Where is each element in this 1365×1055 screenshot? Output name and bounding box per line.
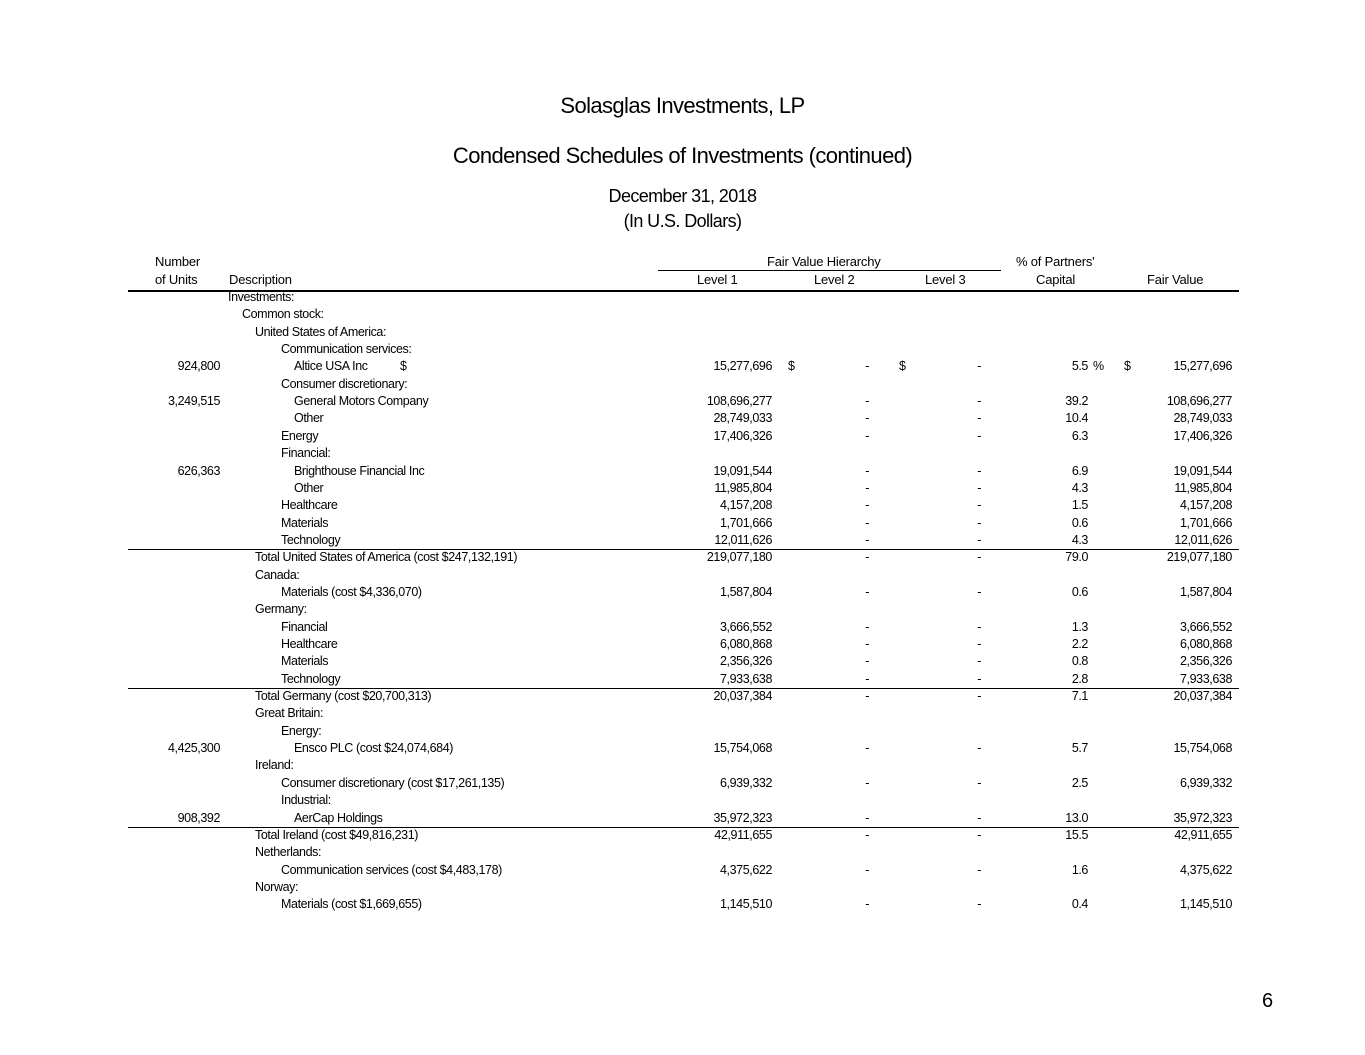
level1-cell: 12,011,626	[714, 532, 772, 547]
table-row	[128, 428, 1239, 445]
level3-cell: -	[977, 532, 981, 547]
description-cell: Brighthouse Financial Inc	[294, 463, 425, 478]
level3-cell: -	[977, 862, 981, 877]
description-cell: Ensco PLC (cost $24,074,684)	[294, 741, 454, 756]
schedule-title: Condensed Schedules of Investments (continued)	[452, 143, 913, 168]
level2-cell: -	[865, 359, 869, 374]
table-row	[128, 775, 1239, 792]
description-cell: Canada:	[255, 567, 300, 582]
fair-value-cell: 6,080,868	[1179, 637, 1232, 651]
table-row	[128, 862, 1239, 879]
table-row	[128, 879, 1239, 896]
table-row	[128, 688, 1239, 705]
col-header-level2: Level 2	[814, 272, 855, 287]
level3-cell: -	[977, 411, 981, 426]
level2-cell: -	[865, 463, 869, 478]
pct-capital-cell: 1.3	[1071, 619, 1088, 634]
pct-capital-cell: 4.3	[1071, 480, 1088, 495]
pct-capital-cell: 1.5	[1071, 498, 1088, 513]
report-date: December 31, 2018	[608, 186, 757, 206]
table-row	[128, 393, 1239, 410]
description-cell: Consumer discretionary:	[281, 376, 408, 391]
level2-cell: -	[865, 394, 869, 409]
pct-capital-cell: 2.5	[1071, 775, 1088, 790]
pct-capital-cell: 15.5	[1065, 827, 1088, 842]
description-cell: Energy	[281, 428, 319, 443]
level2-cell: -	[865, 897, 869, 912]
fair-value-cell: 2,356,326	[1179, 654, 1232, 669]
table-row	[128, 306, 1239, 323]
description-cell: Netherlands:	[255, 845, 322, 860]
level2-cell: -	[865, 810, 869, 825]
level1-cell: 6,080,868	[719, 637, 772, 651]
table-row	[128, 705, 1239, 722]
level3-cell: -	[977, 689, 981, 704]
level3-cell: -	[977, 550, 981, 565]
table-row	[128, 567, 1239, 584]
company-name: Solasglas Investments, LP	[560, 93, 805, 118]
level3-cell: -	[977, 498, 981, 513]
table-row	[128, 653, 1239, 670]
pct-capital-cell: 0.6	[1071, 515, 1088, 530]
description-cell: Healthcare	[281, 498, 338, 513]
pct-capital-cell: 6.3	[1071, 428, 1088, 443]
description-cell: Communication services:	[281, 342, 412, 357]
fair-value-cell: 1,701,666	[1179, 515, 1232, 530]
level2-cell: -	[865, 689, 869, 704]
table-row	[128, 532, 1239, 550]
description-cell: Materials (cost $1,669,655)	[281, 897, 422, 912]
table-row	[128, 376, 1239, 393]
description-cell: AerCap Holdings	[294, 810, 383, 825]
level2-cell: -	[865, 775, 869, 790]
table-row	[128, 810, 1239, 828]
pct-capital-cell: 2.2	[1071, 637, 1088, 651]
level2-cell: -	[865, 862, 869, 877]
fair-value-cell: 219,077,180	[1166, 550, 1232, 565]
pct-capital-cell: 6.9	[1071, 463, 1088, 478]
pct-capital-cell: 1.6	[1071, 862, 1088, 877]
table-row	[128, 324, 1239, 341]
table-row	[128, 463, 1239, 480]
description-cell: Financial:	[281, 446, 331, 461]
col-header-fair-value-hierarchy: Fair Value Hierarchy	[767, 254, 881, 269]
table-row	[128, 515, 1239, 532]
fair-value-cell: 4,375,622	[1179, 862, 1232, 877]
fair-value-cell: 108,696,277	[1166, 394, 1232, 409]
description-cell: Norway:	[255, 879, 299, 894]
level2-cell: -	[865, 741, 869, 756]
table-row	[128, 671, 1239, 689]
level1-cell: 2,356,326	[719, 654, 772, 669]
level1-cell: 219,077,180	[706, 550, 772, 565]
description-cell: Ireland:	[255, 758, 294, 773]
level1-cell: 15,754,068	[713, 741, 772, 756]
description-cell: Materials (cost $4,336,070)	[281, 584, 422, 599]
units-cell: 4,425,300	[167, 741, 220, 756]
level3-cell: -	[977, 827, 981, 842]
description-cell: Consumer discretionary (cost $17,261,135)	[281, 775, 505, 790]
table-row	[128, 601, 1239, 618]
level1-cell: 4,375,622	[719, 862, 772, 877]
table-row	[128, 549, 1239, 566]
units-cell: 3,249,515	[167, 394, 220, 409]
level1-cell: 11,985,804	[714, 480, 772, 495]
fair-value-cell: 4,157,208	[1179, 498, 1232, 513]
units-cell: 908,392	[177, 810, 220, 825]
level2-cell: -	[865, 671, 869, 686]
fair-value-cell: 1,587,804	[1179, 584, 1232, 599]
table-row	[128, 757, 1239, 774]
description-cell: Energy:	[281, 723, 322, 738]
level3-cell: -	[977, 359, 981, 374]
level2-cell: -	[865, 428, 869, 443]
level1-cell: 20,037,384	[713, 689, 772, 704]
description-cell: Common stock:	[242, 307, 324, 322]
table-row	[128, 723, 1239, 740]
level3-cell: -	[977, 515, 981, 530]
level1-cell: 7,933,638	[719, 671, 772, 686]
level3-cell: -	[977, 394, 981, 409]
description-cell: Financial	[281, 619, 328, 634]
level2-cell: -	[865, 515, 869, 530]
pct-capital-cell: 10.4	[1065, 411, 1088, 426]
pct-capital-cell: 79.0	[1065, 550, 1088, 565]
fair-value-cell: 19,091,544	[1173, 463, 1232, 478]
fair-value-cell: 28,749,033	[1173, 411, 1232, 426]
level3-cell: -	[977, 428, 981, 443]
fair-value-hierarchy-rule	[658, 270, 1001, 271]
table-row	[128, 896, 1239, 913]
level1-cell: 1,145,510	[719, 897, 772, 912]
fair-value-cell: 15,277,696	[1173, 359, 1232, 374]
level2-cell: -	[865, 827, 869, 842]
description-cell: Investments:	[228, 290, 295, 304]
description-cell: Great Britain:	[255, 706, 324, 721]
table-row	[128, 792, 1239, 809]
description-cell: General Motors Company	[294, 394, 429, 409]
level1-cell: 3,666,552	[719, 619, 772, 634]
level1-cell: 1,587,804	[719, 584, 772, 599]
level1-cell: 4,157,208	[719, 498, 772, 513]
pct-capital-cell: 39.2	[1065, 394, 1088, 409]
pct-capital-cell: 13.0	[1065, 810, 1088, 825]
pct-capital-cell: 5.5	[1071, 359, 1088, 374]
percent-sign: %	[1093, 359, 1104, 374]
table-row	[128, 844, 1239, 861]
description-cell: Materials	[281, 654, 329, 669]
table-row	[128, 341, 1239, 358]
units-cell: 924,800	[177, 359, 220, 374]
col-header-number: Number	[155, 254, 201, 269]
level1-cell: 1,701,666	[719, 515, 772, 530]
description-cell: Other	[294, 411, 324, 426]
dollar-sign: $	[1124, 359, 1131, 374]
table-row	[128, 740, 1239, 757]
level3-cell: -	[977, 775, 981, 790]
fair-value-cell: 6,939,332	[1179, 775, 1232, 790]
col-header-capital: Capital	[1036, 272, 1076, 287]
description-cell: Industrial:	[281, 793, 331, 808]
description-cell: Materials	[281, 515, 329, 530]
pct-capital-cell: 0.6	[1071, 584, 1088, 599]
level3-cell: -	[977, 463, 981, 478]
level3-cell: -	[977, 654, 981, 669]
table-row	[128, 289, 1239, 306]
description-cell: Technology	[281, 532, 341, 547]
col-header-fair-value: Fair Value	[1147, 272, 1204, 287]
description-cell: Healthcare	[281, 637, 338, 651]
level2-cell: -	[865, 550, 869, 565]
table-row	[128, 358, 1239, 375]
description-cell: United States of America:	[255, 324, 387, 339]
fair-value-cell: 20,037,384	[1173, 689, 1232, 704]
level2-cell: -	[865, 480, 869, 495]
col-header-of-units: of Units	[155, 272, 198, 287]
dollar-sign: $	[788, 359, 795, 374]
description-cell: Total Germany (cost $20,700,313)	[255, 689, 432, 704]
level2-cell: -	[865, 498, 869, 513]
level2-cell: -	[865, 637, 869, 651]
table-row	[128, 497, 1239, 514]
level1-cell: 28,749,033	[713, 411, 772, 426]
level1-cell: 35,972,323	[713, 810, 772, 825]
level3-cell: -	[977, 741, 981, 756]
pct-capital-cell: 0.4	[1071, 897, 1088, 912]
pct-capital-cell: 4.3	[1071, 532, 1088, 547]
level2-cell: -	[865, 584, 869, 599]
level1-cell: 6,939,332	[719, 775, 772, 790]
table-row	[128, 827, 1239, 844]
level3-cell: -	[977, 671, 981, 686]
fair-value-cell: 7,933,638	[1179, 671, 1232, 686]
col-header-level1: Level 1	[697, 272, 738, 287]
fair-value-cell: 42,911,655	[1174, 827, 1232, 842]
description-cell: Germany:	[255, 602, 307, 617]
level1-cell: 15,277,696	[713, 359, 772, 374]
level3-cell: -	[977, 619, 981, 634]
level3-cell: -	[977, 584, 981, 599]
fair-value-cell: 12,011,626	[1174, 532, 1232, 547]
table-row	[128, 636, 1239, 653]
col-header-pct-partners: % of Partners'	[1016, 254, 1095, 269]
description-cell: Other	[294, 480, 324, 495]
level2-cell: -	[865, 619, 869, 634]
currency-note: (In U.S. Dollars)	[623, 211, 742, 231]
table-row	[128, 619, 1239, 636]
level3-cell: -	[977, 810, 981, 825]
level2-cell: -	[865, 532, 869, 547]
dollar-sign: $	[899, 359, 906, 374]
dollar-sign: $	[400, 359, 407, 374]
table-row	[128, 445, 1239, 462]
fair-value-cell: 35,972,323	[1173, 810, 1232, 825]
level3-cell: -	[977, 480, 981, 495]
level1-cell: 108,696,277	[706, 394, 772, 409]
pct-capital-cell: 0.8	[1071, 654, 1088, 669]
fair-value-cell: 15,754,068	[1173, 741, 1232, 756]
fair-value-cell: 1,145,510	[1179, 897, 1232, 912]
fair-value-cell: 11,985,804	[1174, 480, 1232, 495]
description-cell: Total Ireland (cost $49,816,231)	[255, 827, 419, 842]
level1-cell: 42,911,655	[714, 827, 772, 842]
level1-cell: 19,091,544	[713, 463, 772, 478]
level3-cell: -	[977, 897, 981, 912]
table-row	[128, 410, 1239, 427]
level3-cell: -	[977, 637, 981, 651]
level2-cell: -	[865, 411, 869, 426]
description-cell: Total United States of America (cost $247,132,191)	[255, 550, 518, 565]
table-row	[128, 480, 1239, 497]
level2-cell: -	[865, 654, 869, 669]
level1-cell: 17,406,326	[713, 428, 772, 443]
fair-value-cell: 17,406,326	[1173, 428, 1232, 443]
page-number: 6	[1262, 990, 1274, 1012]
description-cell: Altice USA Inc	[294, 359, 368, 374]
col-header-description: Description	[229, 272, 292, 287]
fair-value-cell: 3,666,552	[1179, 619, 1232, 634]
pct-capital-cell: 7.1	[1071, 689, 1088, 704]
table-row	[128, 584, 1239, 601]
description-cell: Technology	[281, 671, 341, 686]
description-cell: Communication services (cost $4,483,178)	[281, 862, 502, 877]
units-cell: 626,363	[177, 463, 220, 478]
col-header-level3: Level 3	[925, 272, 966, 287]
pct-capital-cell: 2.8	[1071, 671, 1088, 686]
pct-capital-cell: 5.7	[1071, 741, 1088, 756]
